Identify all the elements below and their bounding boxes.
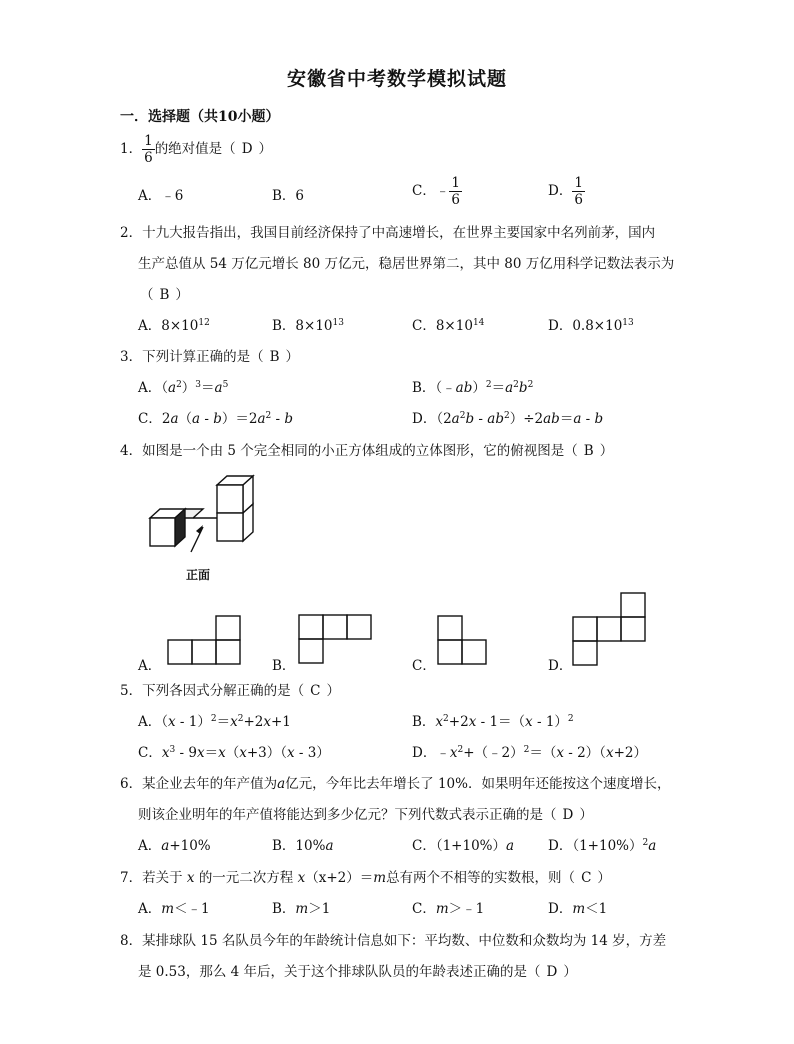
q7-option-b [272,897,330,917]
q7-b-var: m [295,901,309,917]
q4-option-d-label: D． [548,658,573,674]
q4-text: 4．如图是一个由 5 个完全相同的小正方体组成的立体图形，它的俯视图是（ [120,443,578,459]
q3-c-label: C． [138,411,162,427]
q1-c-den: 6 [451,192,460,208]
q7-close: ） [597,870,611,886]
q4-close: ） [599,443,614,459]
q4-option-c-label: C． [412,658,436,674]
q2-c-label: C． [412,318,436,334]
q7-d-label: D． [548,901,573,917]
q1-frac-den: 6 [144,150,153,166]
q3-option-d: D．$(2a^2b - ab^2)\div 2ab=a - b$ [412,411,604,427]
q6-d-pre: （1+10%） [572,838,643,854]
q2-option-d [548,314,634,334]
q5-option-a: A．$(x - 1)^2=x^2+2x+1$ [138,714,291,730]
front-label: 正面 [186,568,211,582]
q6-c-pre: （1+10%） [435,838,507,854]
q4-option-a-figure [167,614,243,666]
q7-post: 总有两个不相等的实数根，则（ [386,870,576,886]
q6-b-pre: 10% [295,838,326,854]
q6-close: ） [579,807,593,823]
page-title: 安徽省中考数学模拟试题 [286,68,507,90]
q2-b-base: 8×10 [295,318,333,334]
q7-a-label: A． [138,901,162,917]
q7-option-c [412,897,484,917]
q8-close: ） [563,964,577,980]
q5-option-d: D．$﹣x^2+(﹣2)^2=(x - 2)(x+2)$ [412,745,647,761]
q4-option-d-figure [572,591,648,667]
q3-option-b: B．$(﹣ab)^2=a^2b^2$ [412,380,534,396]
q1-option-b [272,184,304,204]
q7-option-d [548,897,607,917]
q6-d-var: a [648,838,657,854]
q7-eq: （x+2）＝ [305,870,374,886]
q3-answer: B [269,349,280,365]
q5-d-label: D． [412,745,437,761]
q3-close: ） [285,349,300,365]
q6-option-c [412,834,514,854]
q7-mid: 的一元二次方程 [198,870,294,886]
question-3 [120,345,299,365]
q7-c-label: C． [412,901,436,917]
q1-b-label: B． [272,188,296,204]
q1-d-den: 6 [574,192,583,208]
question-7 [120,866,611,886]
q2-d-exp: 13 [622,318,634,328]
q5-a-label: A． [138,714,162,730]
q3-a-label: A． [138,380,162,396]
q7-pre: 7．若关于 [120,870,183,886]
q7-b-rel: ＞1 [308,901,331,917]
q1-option-a [138,184,183,204]
q4-option-a-label: A． [138,658,162,674]
question-1 [120,133,272,166]
q5-option-b: B．$x^2+2x - 1=(x - 1)^2$ [412,714,574,730]
q2-a-exp: 12 [198,318,210,328]
q8-answer: D [546,964,558,980]
q2-option-a [138,314,210,334]
q4-option-c-figure [437,614,489,666]
q1-answer: D [241,141,253,157]
q4-answer: B [583,443,594,459]
q7-a-rel: ＜﹣1 [174,901,210,917]
q1-text: 的绝对值是（ [154,141,236,157]
q6-line-1 [120,772,670,792]
q6-b-var: a [325,838,334,854]
q1-b-value: 6 [295,188,305,204]
q1-close: ） [258,141,273,157]
question-4 [120,439,613,459]
q2-line-1: 2．十九大报告指出，我国目前经济保持了中高速增长，在世界主要国家中名列前茅，国内 [120,225,656,241]
q2-option-c [412,314,484,334]
q2-close: ） [175,287,189,303]
q5-c-label: C． [138,745,162,761]
q6-c-label: C． [412,838,436,854]
q3-b-label: B． [412,380,436,396]
q7-a-var: m [161,901,175,917]
q5-close: ） [326,683,340,699]
q5-text: 5．下列各因式分解正确的是（ [120,683,305,699]
q7-d-var: m [572,901,586,917]
q2-b-label: B． [272,318,296,334]
q1-option-d [548,175,585,208]
q6-line-2 [138,803,593,823]
q6-a-label: A． [138,838,162,854]
q1-c-fraction [449,175,462,208]
q1-d-label: D． [548,183,573,199]
q1-frac-num: 1 [144,133,153,149]
q6-line1-pre: 6．某企业去年的年产值为 [120,776,278,792]
q1-c-num: 1 [451,175,460,191]
q1-d-fraction [572,175,585,208]
q3-d-label: D． [412,411,437,427]
q6-option-b [272,834,334,854]
q8-line-1: 8．某排球队 15 名队员今年的年龄统计信息如下：平均数、中位数和众数均为 14 岁，方差 [120,933,667,949]
q1-a-label: A． [138,188,162,204]
q6-d-exp: 2 [642,838,649,848]
q7-c-rel: ＞﹣1 [448,901,485,917]
q2-d-label: D． [548,318,573,334]
q7-var-m: m [373,870,387,886]
q1-c-label: C． [412,183,436,199]
q6-c-var: a [506,838,515,854]
q7-d-rel: ＜1 [585,901,608,917]
question-5 [120,679,340,699]
section-heading: 一．选择题（共10小题） [120,109,280,125]
q1-c-sign: ﹣ [435,183,450,199]
q2-a-base: 8×10 [161,318,199,334]
q2-line-2: 生产总值从 54 万亿元增长 80 万亿元，稳居世界第二，其中 80 万亿用科学记数法表示为 [138,256,675,272]
q7-c-var: m [435,901,449,917]
q2-d-base: 0.8×10 [572,318,623,334]
q8-line2-text: 是 0.53，那么 4 年后，关于这个排球队队员的年龄表述正确的是（ [138,964,541,980]
q1-option-c [412,175,462,208]
q7-var-x: x [186,870,195,886]
q7-option-a [138,897,210,917]
q2-c-base: 8×10 [435,318,473,334]
q4-option-b-figure [298,613,374,665]
q2-c-exp: 14 [472,318,485,328]
q6-line1-var: a [277,776,286,792]
q6-line1-post: 亿元，今年比去年增长了 10%．如果明年还能按这个速度增长， [285,776,671,792]
q6-a-var: a [161,838,170,854]
q2-answer: B [159,287,170,303]
q6-answer: D [562,807,574,823]
q8-line-2 [138,960,577,980]
q2-a-label: A． [138,318,162,334]
q6-b-label: B． [272,838,296,854]
q6-d-label: D． [548,838,573,854]
q2-open: （ [140,287,154,303]
q6-a-rest: +10% [169,838,211,854]
q3-option-c: C．$2a(a - b)=2a^2 - b$ [138,411,294,427]
q6-option-a [138,834,211,854]
q2-answer-line [140,283,189,303]
q2-option-b [272,314,344,334]
q7-b-label: B． [272,901,296,917]
cube-solid-figure [145,470,265,555]
q5-b-label: B． [412,714,436,730]
q2-b-exp: 13 [332,318,344,328]
q4-option-b-label: B． [272,658,296,674]
q1-number: 1． [120,141,143,157]
q3-option-a: A．$(a^2)^3=a^5$ [138,380,229,396]
q5-option-c: C．$x^3 - 9x=x(x+3)(x - 3)$ [138,745,330,761]
q1-a-value: ﹣6 [161,188,184,204]
q6-option-d [548,834,656,854]
q1-d-num: 1 [574,175,583,191]
q6-line2-text: 则该企业明年的年产值将能达到多少亿元？下列代数式表示正确的是（ [138,807,557,823]
q1-fraction [142,133,155,166]
q3-text: 3．下列计算正确的是（ [120,349,264,365]
q7-answer: C [581,870,592,886]
q5-answer: C [310,683,321,699]
q7-var-x2: x [297,870,306,886]
